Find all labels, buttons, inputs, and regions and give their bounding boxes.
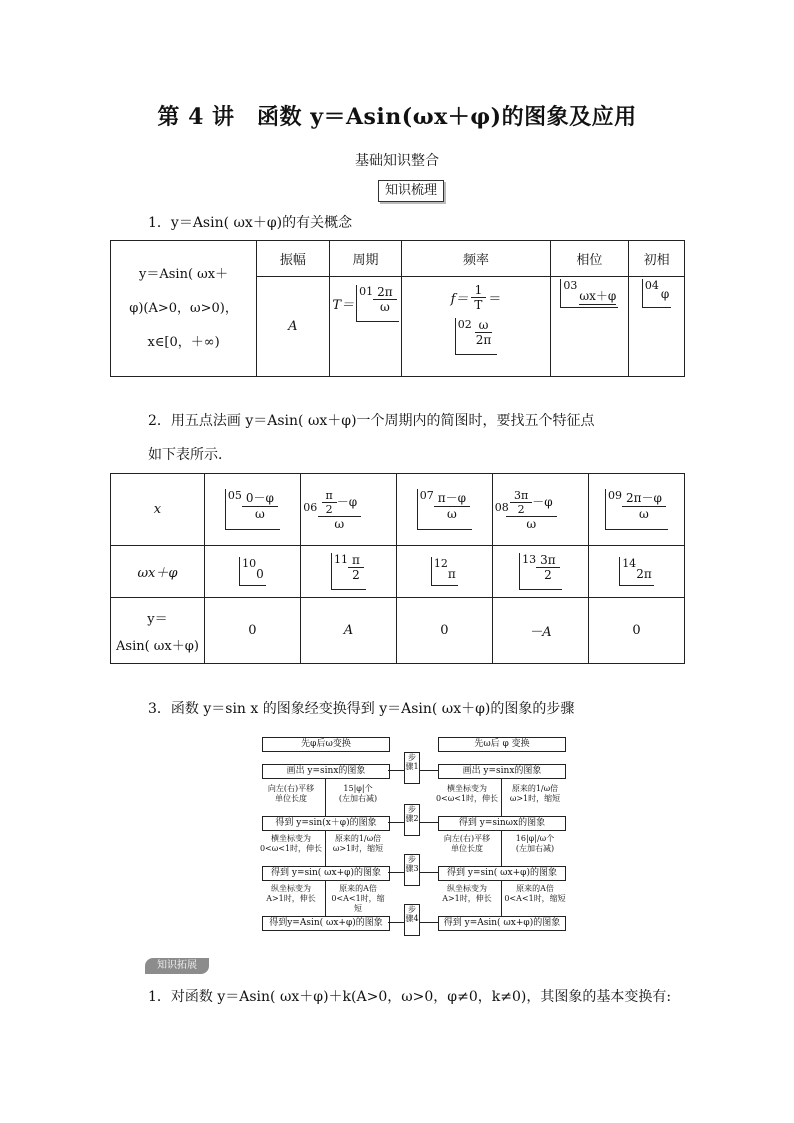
note-line: 0<ω<1时，伸长 [259, 844, 323, 853]
period-cell [329, 277, 402, 377]
phase-fraction [536, 553, 560, 582]
fraction-num: 2π [373, 285, 397, 300]
note-line: 向左(右)平移 [267, 784, 315, 793]
note-line: ω>1时，缩短 [332, 844, 384, 853]
left-note [258, 784, 324, 804]
left-box: 得到 y=sin( ωx+φ)的图象 [262, 866, 390, 881]
marker-number: 05 [227, 489, 242, 502]
note-line: 0<ω<1时，伸长 [435, 794, 499, 803]
connector [388, 922, 404, 923]
fraction-num: 3π [536, 553, 560, 568]
fraction-num: 3π [510, 489, 532, 503]
row-label-x [111, 474, 205, 546]
marker-number: 01 [359, 285, 374, 298]
answer-marker [642, 279, 671, 308]
fraction-den: ω [526, 516, 537, 531]
fraction-num: 2π－φ [622, 489, 666, 507]
note-line: 原来的A倍 [516, 884, 554, 893]
right-title-box: 先ω后 φ 变换 [438, 737, 566, 752]
num-suffix: －φ [532, 494, 553, 509]
connector [325, 830, 326, 866]
y-value: －A [529, 625, 552, 640]
x-fraction [506, 489, 557, 531]
period-fraction [373, 285, 397, 314]
note-line: 单位长度 [451, 844, 483, 853]
connector [388, 872, 404, 873]
note-line: A>1时，伸长 [442, 894, 492, 903]
freq-prefix: f＝ [450, 292, 469, 307]
connector [325, 778, 326, 816]
left-title-box: 先φ后ω变换 [262, 737, 390, 752]
x-cell [204, 474, 300, 546]
x-cell [396, 474, 492, 546]
phase-value: 2π [636, 567, 652, 581]
y-cell [300, 598, 396, 664]
marker-number: 06 [303, 501, 318, 514]
header-amplitude: 振幅 [257, 241, 329, 277]
item-2-heading: 2．用五点法画 y＝Asin( ωx＋φ)一个周期内的简图时，要找五个特征点 [148, 413, 595, 429]
phase-value: ωx＋φ [579, 289, 617, 303]
header-phase: 相位 [550, 241, 629, 277]
right-note [504, 834, 566, 854]
answer-marker [225, 489, 280, 530]
note-line: 纵坐标变为 [271, 884, 311, 893]
note-line: 原来的A倍 [339, 884, 377, 893]
fraction-den: ω [255, 507, 265, 521]
note-line: 横坐标变为 [447, 784, 487, 793]
step-2-label: 步骤2 [404, 804, 420, 836]
answer-marker [619, 557, 654, 586]
left-note [328, 884, 388, 914]
row-label-y [111, 598, 205, 664]
marker-number: 10 [242, 557, 257, 570]
answer-marker [560, 279, 618, 308]
note-line: (左加右减) [515, 844, 555, 853]
left-box: 画出 y=sinx的图象 [262, 764, 390, 779]
page-title: 第 4 讲 函数 y＝Asin(ωx＋φ)的图象及应用 [157, 104, 637, 130]
step-1-label: 步骤1 [404, 752, 420, 784]
fraction-num: π－φ [434, 489, 470, 507]
row-label-phase [111, 546, 205, 598]
x-fraction [622, 489, 666, 521]
note-line: A>1时，伸长 [266, 894, 316, 903]
phase-fraction [348, 553, 364, 582]
left-note [258, 834, 324, 854]
answer-marker [455, 318, 498, 355]
concept-table [110, 240, 685, 377]
left-box: 得到 y=sin(x＋φ)的图象 [262, 816, 390, 831]
five-point-table [110, 473, 685, 664]
fraction-num: π [322, 489, 337, 503]
phase-cell [300, 546, 396, 598]
marker-number: 13 [522, 553, 537, 566]
answer-marker [417, 489, 472, 530]
y-cell: 0 [396, 598, 492, 664]
answer-marker [605, 489, 668, 530]
left-note [328, 784, 388, 804]
num-suffix: －φ [336, 494, 358, 509]
connector [420, 922, 438, 923]
period-prefix: T＝ [332, 298, 355, 313]
label-text: y＝ [147, 611, 168, 627]
formula-line: y＝Asin( ωx＋ [139, 266, 229, 282]
answer-marker [239, 557, 266, 586]
marker-number: 11 [333, 553, 348, 566]
phase-cell [204, 546, 300, 598]
phase-cell [492, 546, 588, 598]
right-box: 得到 y=sin( ωx+φ)的图象 [438, 866, 566, 881]
fraction-num: π [348, 553, 364, 568]
note-line: ω>1时，缩短 [509, 794, 561, 803]
fraction-num [318, 489, 362, 517]
fraction-num [506, 489, 557, 517]
freq-fraction [470, 283, 486, 312]
fraction-num: ω [475, 318, 493, 333]
step-3-label: 步骤3 [404, 854, 420, 886]
answer-marker [356, 285, 399, 322]
note-line: 纵坐标变为 [447, 884, 487, 893]
header-period: 周期 [329, 241, 402, 277]
connector [501, 830, 502, 866]
fraction-num: 0－φ [242, 489, 278, 507]
note-line: 16|φ|/ω个 [515, 834, 555, 843]
right-box: 得到 y=sinωx的图象 [438, 816, 566, 831]
frequency-formula [451, 283, 502, 312]
right-note [434, 834, 500, 854]
marker-number: 04 [644, 279, 659, 292]
formula-cell [111, 241, 257, 377]
answer-marker [431, 557, 458, 586]
right-note [434, 784, 500, 804]
note-line: 向左(右)平移 [443, 834, 491, 843]
formula-line: φ)(A>0，ω>0)， [129, 300, 238, 316]
formula-line: x∈[0，＋∞) [147, 334, 220, 350]
marker-number: 12 [433, 557, 448, 570]
note-line: 单位长度 [275, 794, 307, 803]
answer-marker [331, 553, 366, 590]
fraction-den: ω [446, 507, 457, 521]
fraction-num: 1 [471, 283, 487, 298]
phase-cell [396, 546, 492, 598]
phase-value: 0 [256, 567, 264, 581]
fraction-den: 2 [544, 568, 552, 582]
extension-item-1: 1．对函数 y＝Asin( ωx＋φ)＋k(A>0，ω>0，φ≠0，k≠0)，其图象的基本变换有: [148, 989, 672, 1005]
label-text: Asin( ωx＋φ) [116, 638, 199, 654]
freq-fraction-2 [472, 318, 496, 347]
right-box: 画出 y=sinx的图象 [438, 764, 566, 779]
item-2-heading-cont: 如下表所示． [148, 447, 232, 463]
connector [420, 822, 438, 823]
fraction-den: 2 [517, 502, 525, 516]
connector [388, 822, 404, 823]
marker-number: 07 [419, 489, 434, 502]
phase-value: π [447, 567, 456, 581]
knowledge-extension-tag: 知识拓展 [145, 958, 209, 974]
note-line: 15|φ|个 [343, 784, 373, 793]
header-initial-phase: 初相 [629, 241, 685, 277]
fraction-den: ω [379, 300, 390, 314]
connector [501, 778, 502, 816]
marker-number: 14 [622, 557, 637, 570]
x-fraction [434, 489, 470, 521]
y-value: A [343, 623, 354, 638]
amplitude-value: A [288, 319, 298, 334]
connector [325, 880, 326, 916]
left-box: 得到y=Asin( ωx+φ)的图象 [262, 916, 390, 931]
phase-cell [588, 546, 684, 598]
x-fraction [318, 489, 362, 531]
marker-number: 08 [494, 501, 509, 514]
transformation-flow-diagram [258, 732, 570, 942]
fraction-den: 2 [352, 568, 360, 582]
right-note [504, 784, 566, 804]
fraction-den: 2π [475, 333, 492, 347]
note-line: 原来的1/ω倍 [511, 784, 559, 793]
fraction-den: ω [334, 516, 345, 531]
header-frequency: 频率 [402, 241, 550, 277]
y-cell: 0 [588, 598, 684, 664]
section-subtitle: 基础知识整合 [355, 153, 439, 169]
knowledge-tag: 知识梳理 [378, 180, 444, 202]
fraction-den: ω [639, 507, 649, 521]
marker-number: 03 [563, 279, 578, 292]
x-cell [492, 474, 588, 546]
note-line: 原来的1/ω倍 [334, 834, 382, 843]
note-line: 0<A<1时，缩短 [331, 894, 385, 913]
left-note [258, 884, 324, 904]
connector [501, 880, 502, 916]
connector [420, 770, 438, 771]
right-note [434, 884, 500, 904]
y-cell [492, 598, 588, 664]
label-text: ωx＋φ [137, 566, 178, 581]
right-note [504, 884, 566, 904]
answer-marker [519, 553, 562, 590]
connector [420, 872, 438, 873]
x-cell [300, 474, 396, 546]
marker-number: 02 [457, 318, 472, 331]
y-cell: 0 [204, 598, 300, 664]
step-4-label: 步骤4 [404, 904, 420, 936]
phase-cell [550, 277, 629, 377]
connector [388, 770, 404, 771]
initial-phase-cell [629, 277, 685, 377]
label-text: x [153, 502, 162, 517]
note-line: 0<A<1时，缩短 [504, 894, 566, 903]
note-line: 横坐标变为 [271, 834, 311, 843]
x-cell [588, 474, 684, 546]
x-fraction [242, 489, 278, 521]
initial-phase-value: φ [660, 287, 670, 301]
marker-number: 09 [607, 489, 622, 502]
right-box: 得到 y=Asin( ωx+φ)的图象 [438, 916, 566, 931]
frequency-cell [402, 277, 550, 377]
note-line: (左加右减) [338, 794, 378, 803]
fraction-den: T [474, 298, 483, 312]
item-1-heading: 1．y＝Asin( ωx＋φ)的有关概念 [148, 215, 353, 231]
equals-sign: ＝ [488, 292, 502, 307]
item-3-heading: 3．函数 y＝sin x 的图象经变换得到 y＝Asin( ωx＋φ)的图象的步骤 [148, 701, 575, 717]
fraction-den: 2 [325, 502, 333, 516]
left-note [328, 834, 388, 854]
amplitude-cell [257, 277, 329, 377]
